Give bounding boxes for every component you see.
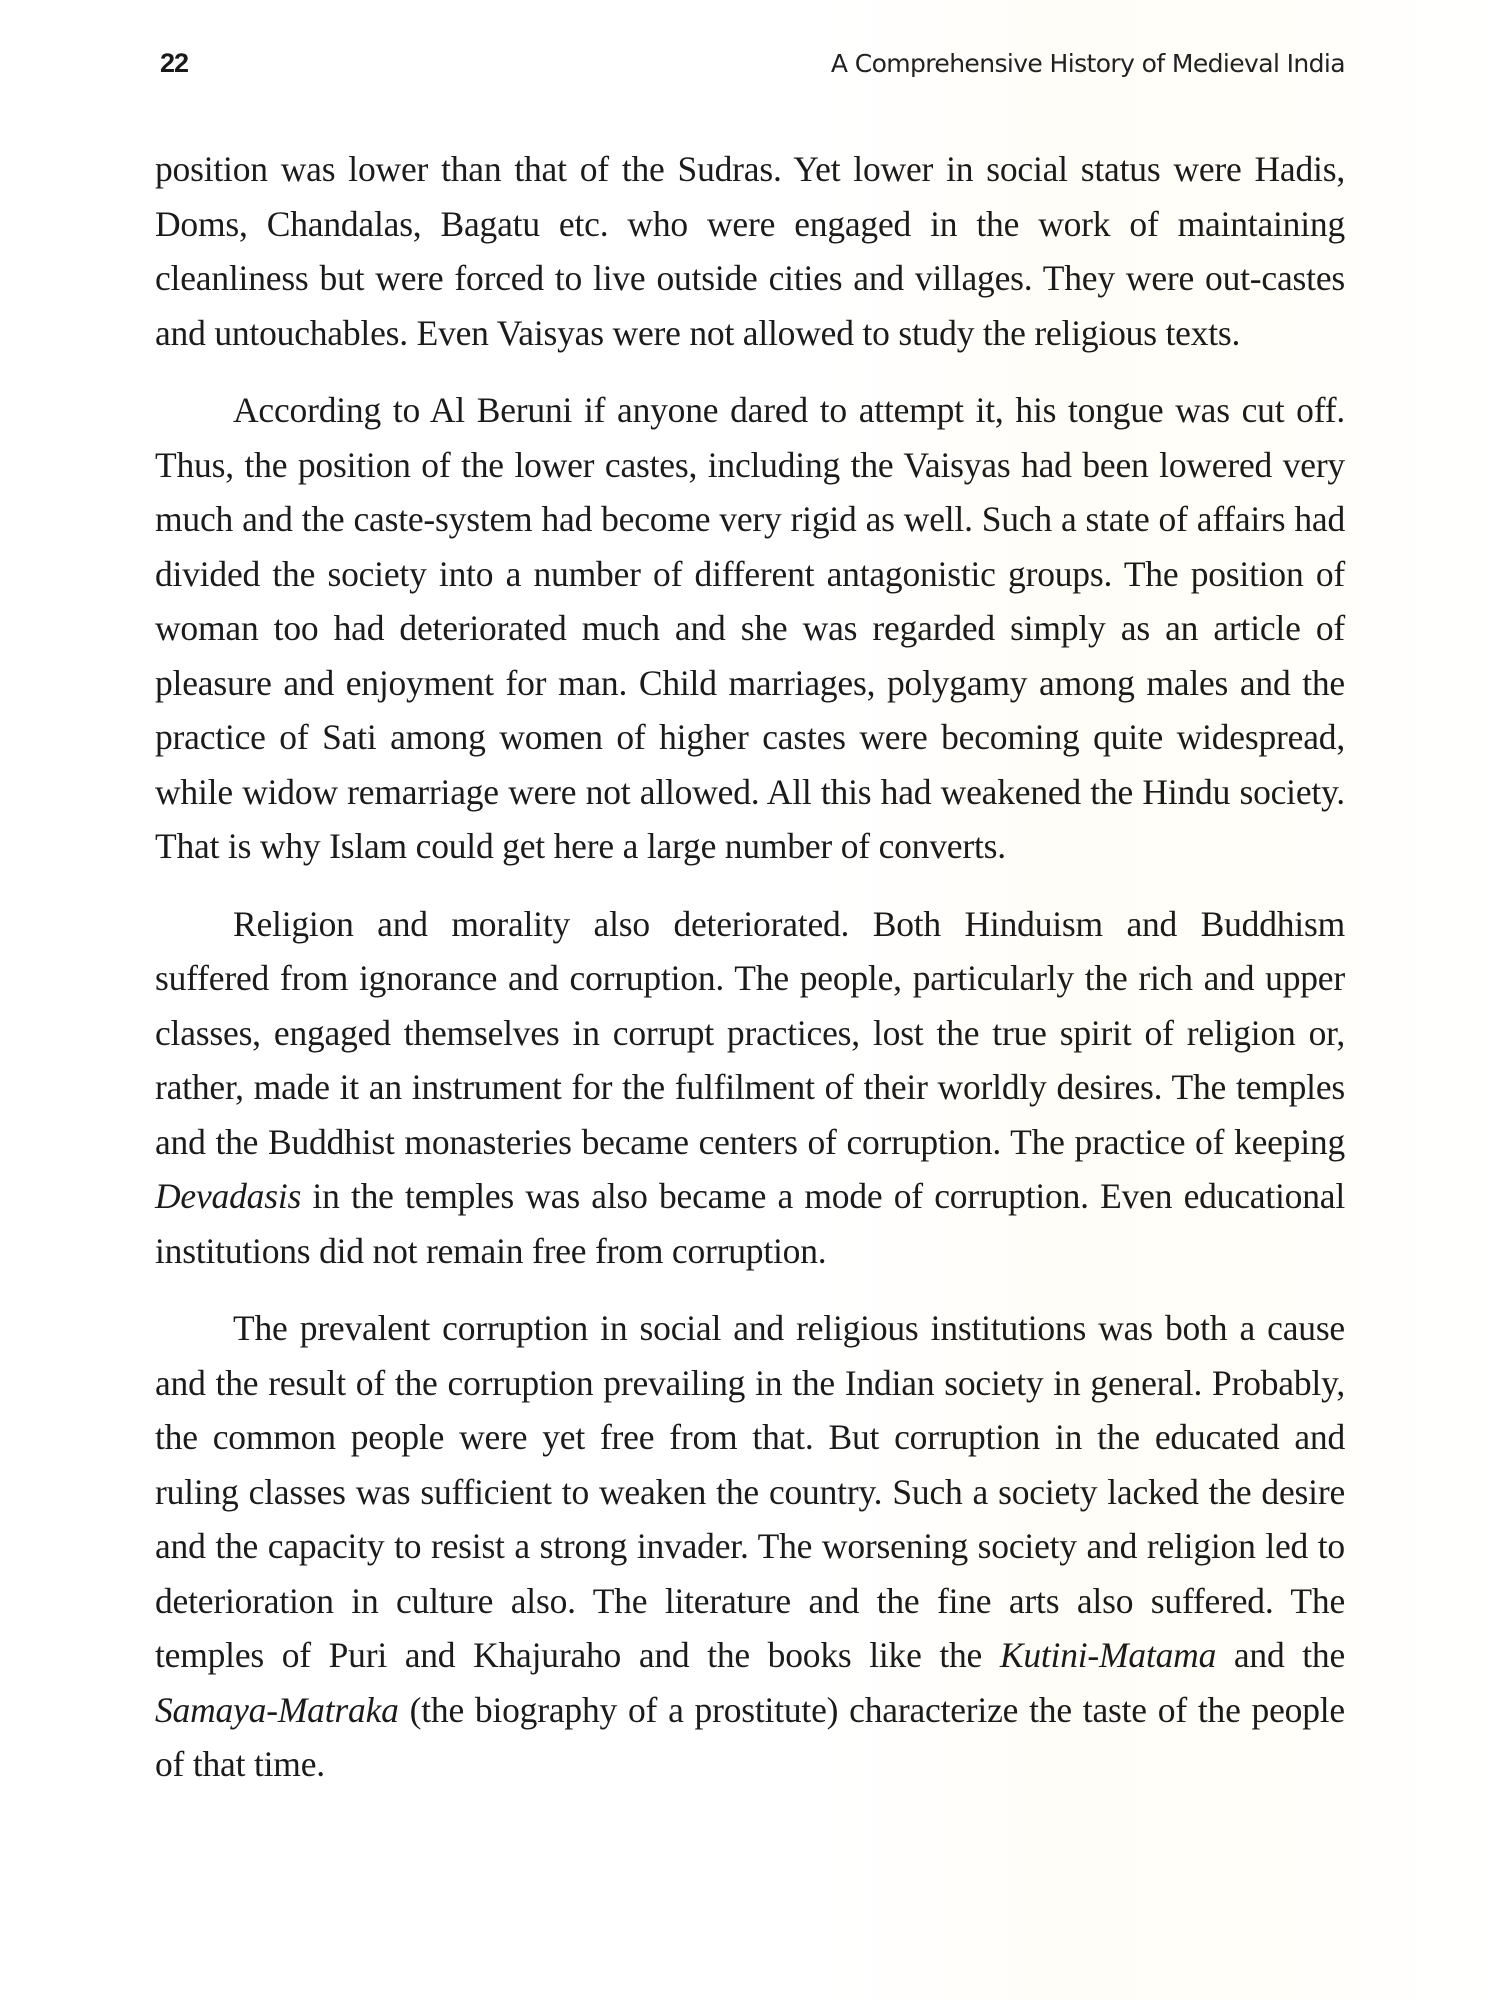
paragraph-4-text-b: and the <box>1216 1635 1346 1675</box>
paragraph-3-text-b: in the temples was also became a mode of corruption. Even educational institutions did not remain free from corruption. <box>155 1176 1345 1271</box>
paragraph-3-text-a: Religion and morality also deteriorated. Both Hinduism and Buddhism suffered from ignorance and corruption. The people, particularly the rich and upper classes, engaged themselves in corrupt practices, lost the true spirit of religion or, rather, made it an instrument for the fulfilment of their worldly desires. The temples and the Buddhist monasteries became centers of corruption. The practice of keeping <box>155 903 1345 1162</box>
paragraph-1: position was lower than that of the Sudras. Yet lower in social status were Hadis, Doms, Chandalas, Bagatu etc. who were engaged in the work of maintaining cleanliness but were forced to live outside cities and villages. They were out-castes and untouchables. Even Vaisyas were not allowed to study the religious texts. <box>155 149 1345 353</box>
paragraph-4-text-a: The prevalent corruption in social and religious institutions was both a cause and the result of the corruption prevailing in the Indian society in general. Probably, the common people were yet free from that. But corruption in the educated and ruling classes was sufficient to weaken the country. Such a society lacked the desire and the capacity to resist a strong invader. The worsening society and religion led to deterioration in culture also. The literature and the fine arts also suffered. The temples of Puri and Khajuraho and the books like the <box>155 1308 1345 1675</box>
page-number: 22 <box>160 48 189 78</box>
book-title-samaya-matraka: Samaya-Matraka <box>155 1689 399 1730</box>
paragraph-2: According to Al Beruni if anyone dared to attempt it, his tongue was cut off. Thus, the position of the lower castes, including the Vaisyas had been lowered very much and the caste-system had become very rigid as well. Such a state of affairs had divided the society into a number of different antagonistic groups. The position of woman too had deteriorated much and she was regarded simply as an article of pleasure and enjoyment for man. Child marriages, polygamy among males and the practice of Sati among women of higher castes were becoming quite widespread, while widow remarriage were not allowed. All this had weakened the Hindu society. That is why Islam could get here a large number of converts. <box>155 390 1345 866</box>
paragraph-4-text-c: (the biography of a prostitute) characterize the taste of the people of that time. <box>155 1689 1345 1784</box>
running-head <box>160 48 1345 88</box>
book-title-kutini-matama: Kutini-Matama <box>999 1635 1217 1675</box>
term-devadasis: Devadasis <box>155 1176 302 1216</box>
book-title: A Comprehensive History of Medieval India <box>830 49 1345 78</box>
body-text <box>155 142 1345 1815</box>
paragraph-3 <box>155 897 1345 1279</box>
paragraph-4 <box>155 1301 1345 1792</box>
